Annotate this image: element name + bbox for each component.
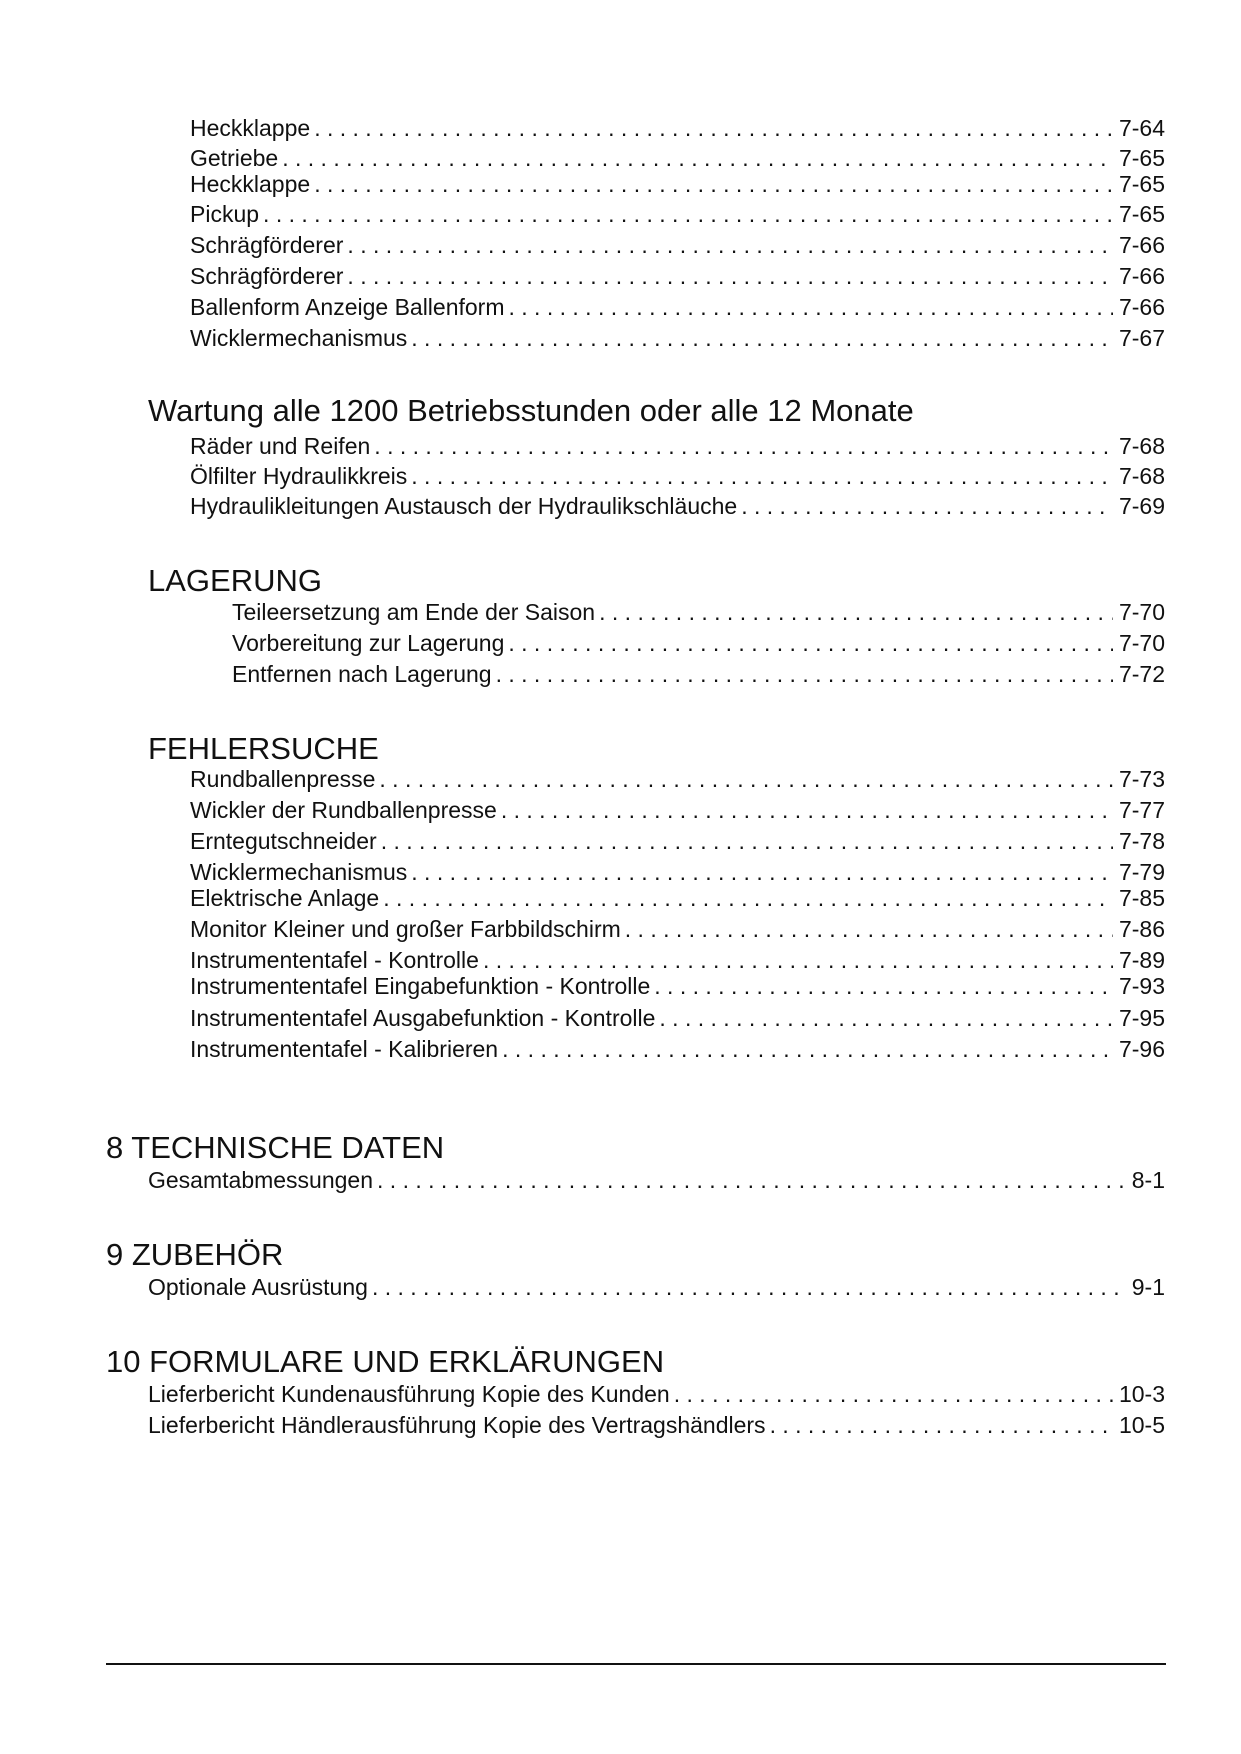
toc-entry-title: Wicklermechanismus <box>190 859 408 885</box>
dot-leader <box>654 971 1113 1001</box>
toc-entry[interactable] <box>232 659 1165 689</box>
chapter-heading-10: 10 FORMULARE UND ERKLÄRUNGEN <box>106 1344 665 1379</box>
toc-entry-page: 7-65 <box>1118 171 1165 197</box>
toc-entry-title: Instrumententafel Eingabefunktion - Kontrolle <box>190 973 651 999</box>
dot-leader <box>383 883 1113 913</box>
toc-entry[interactable] <box>148 1272 1165 1302</box>
toc-entry[interactable] <box>190 764 1165 794</box>
toc-entry-page: 7-66 <box>1118 232 1165 258</box>
dot-leader <box>377 1165 1126 1195</box>
toc-entry-title: Rundballenpresse <box>190 766 376 792</box>
toc-entry-page: 7-89 <box>1118 947 1165 973</box>
toc-entry-page: 7-69 <box>1118 493 1165 519</box>
dot-leader <box>770 1410 1113 1440</box>
toc-entry-page: 7-67 <box>1118 325 1165 351</box>
toc-entry[interactable] <box>190 1034 1165 1064</box>
toc-entry[interactable] <box>190 199 1165 229</box>
toc-entry-title: Instrumententafel - Kontrolle <box>190 947 479 973</box>
toc-entry-page: 7-95 <box>1118 1005 1165 1031</box>
toc-entry-page: 7-79 <box>1118 859 1165 885</box>
toc-entry[interactable] <box>190 1003 1165 1033</box>
toc-entry-page: 7-66 <box>1118 294 1165 320</box>
section-heading-wartung: Wartung alle 1200 Betriebsstunden oder alle 12 Monate <box>148 393 914 428</box>
dot-leader <box>347 261 1113 291</box>
toc-entry-title: Lieferbericht Händlerausführung Kopie des Vertragshändlers <box>148 1412 766 1438</box>
toc-entry-title: Elektrische Anlage <box>190 885 380 911</box>
chapter-heading-8: 8 TECHNISCHE DATEN <box>106 1130 445 1165</box>
toc-entry-title: Lieferbericht Kundenausführung Kopie des Kunden <box>148 1381 670 1407</box>
toc-entry-page: 9-1 <box>1131 1274 1165 1300</box>
dot-leader <box>509 292 1113 322</box>
dot-leader <box>502 1034 1113 1064</box>
toc-entry-page: 7-78 <box>1118 828 1165 854</box>
toc-entry[interactable] <box>148 1379 1165 1409</box>
dot-leader <box>347 230 1113 260</box>
dot-leader <box>381 826 1113 856</box>
toc-entry-page: 8-1 <box>1131 1167 1165 1193</box>
toc-entry-title: Getriebe <box>190 145 279 171</box>
toc-entry-page: 7-73 <box>1118 766 1165 792</box>
toc-entry-title: Schrägförderer <box>190 263 344 289</box>
toc-entry-page: 7-86 <box>1118 916 1165 942</box>
dot-leader <box>599 597 1113 627</box>
toc-entry-title: Instrumententafel - Kalibrieren <box>190 1036 499 1062</box>
toc-entry-page: 10-3 <box>1118 1381 1165 1407</box>
dot-leader <box>741 491 1113 521</box>
toc-entry[interactable] <box>190 461 1165 491</box>
toc-entry[interactable] <box>190 883 1165 913</box>
toc-entry[interactable] <box>190 261 1165 291</box>
toc-entry-title: Heckklappe <box>190 115 311 141</box>
toc-entry-title: Wicklermechanismus <box>190 325 408 351</box>
toc-entry-title: Instrumententafel Ausgabefunktion - Kontrolle <box>190 1005 656 1031</box>
toc-entry-page: 7-65 <box>1118 201 1165 227</box>
toc-entry[interactable] <box>190 169 1165 199</box>
dot-leader <box>508 628 1113 658</box>
section-heading-fehlersuche: FEHLERSUCHE <box>148 731 379 766</box>
toc-entry[interactable] <box>190 795 1165 825</box>
toc-entry-page: 7-66 <box>1118 263 1165 289</box>
toc-entry-title: Erntegutschneider <box>190 828 377 854</box>
toc-entry-title: Ölfilter Hydraulikkreis <box>190 463 408 489</box>
dot-leader <box>496 659 1113 689</box>
toc-entry[interactable] <box>190 323 1165 353</box>
toc-entry[interactable] <box>190 971 1165 1001</box>
toc-entry-title: Vorbereitung zur Lagerung <box>232 630 505 656</box>
toc-entry-page: 7-96 <box>1118 1036 1165 1062</box>
toc-entry-title: Optionale Ausrüstung <box>148 1274 368 1300</box>
toc-entry-page: 10-5 <box>1118 1412 1165 1438</box>
footer-rule <box>106 1663 1166 1665</box>
dot-leader <box>314 169 1113 199</box>
toc-entry-page: 7-65 <box>1118 145 1165 171</box>
dot-leader <box>314 113 1113 143</box>
dot-leader <box>411 323 1113 353</box>
toc-entry-page: 7-64 <box>1118 115 1165 141</box>
toc-entry-title: Schrägförderer <box>190 232 344 258</box>
dot-leader <box>625 914 1113 944</box>
dot-leader <box>374 431 1113 461</box>
toc-entry-title: Ballenform Anzeige Ballenform <box>190 294 505 320</box>
toc-entry[interactable] <box>148 1410 1165 1440</box>
toc-entry-title: Heckklappe <box>190 171 311 197</box>
toc-entry[interactable] <box>190 491 1165 521</box>
toc-entry-title: Pickup <box>190 201 260 227</box>
toc-entry[interactable] <box>148 1165 1165 1195</box>
toc-entry-title: Monitor Kleiner und großer Farbbildschirm <box>190 916 621 942</box>
toc-entry-page: 7-70 <box>1118 630 1165 656</box>
toc-entry[interactable] <box>190 292 1165 322</box>
chapter-heading-9: 9 ZUBEHÖR <box>106 1237 284 1272</box>
dot-leader <box>411 461 1113 491</box>
dot-leader <box>501 795 1113 825</box>
toc-entry-page: 7-68 <box>1118 433 1165 459</box>
toc-entry-title: Wickler der Rundballenpresse <box>190 797 497 823</box>
toc-entry[interactable] <box>190 431 1165 461</box>
toc-entry-page: 7-70 <box>1118 599 1165 625</box>
toc-entry-title: Hydraulikleitungen Austausch der Hydraulikschläuche <box>190 493 738 519</box>
toc-entry-title: Teileersetzung am Ende der Saison <box>232 599 596 625</box>
toc-entry-title: Räder und Reifen <box>190 433 371 459</box>
dot-leader <box>659 1003 1113 1033</box>
toc-entry[interactable] <box>190 914 1165 944</box>
section-heading-lagerung: LAGERUNG <box>148 563 322 598</box>
dot-leader <box>372 1272 1126 1302</box>
toc-entry[interactable] <box>190 113 1165 143</box>
toc-entry-page: 7-77 <box>1118 797 1165 823</box>
toc-entry[interactable] <box>232 628 1165 658</box>
dot-leader <box>674 1379 1113 1409</box>
toc-entry-title: Entfernen nach Lagerung <box>232 661 492 687</box>
dot-leader <box>263 199 1113 229</box>
toc-entry-page: 7-85 <box>1118 885 1165 911</box>
toc-entry-page: 7-93 <box>1118 973 1165 999</box>
toc-entry-page: 7-68 <box>1118 463 1165 489</box>
dot-leader <box>379 764 1113 794</box>
toc-entry-page: 7-72 <box>1118 661 1165 687</box>
toc-entry[interactable] <box>190 826 1165 856</box>
toc-entry[interactable] <box>190 230 1165 260</box>
toc-entry[interactable] <box>232 597 1165 627</box>
toc-entry-title: Gesamtabmessungen <box>148 1167 374 1193</box>
